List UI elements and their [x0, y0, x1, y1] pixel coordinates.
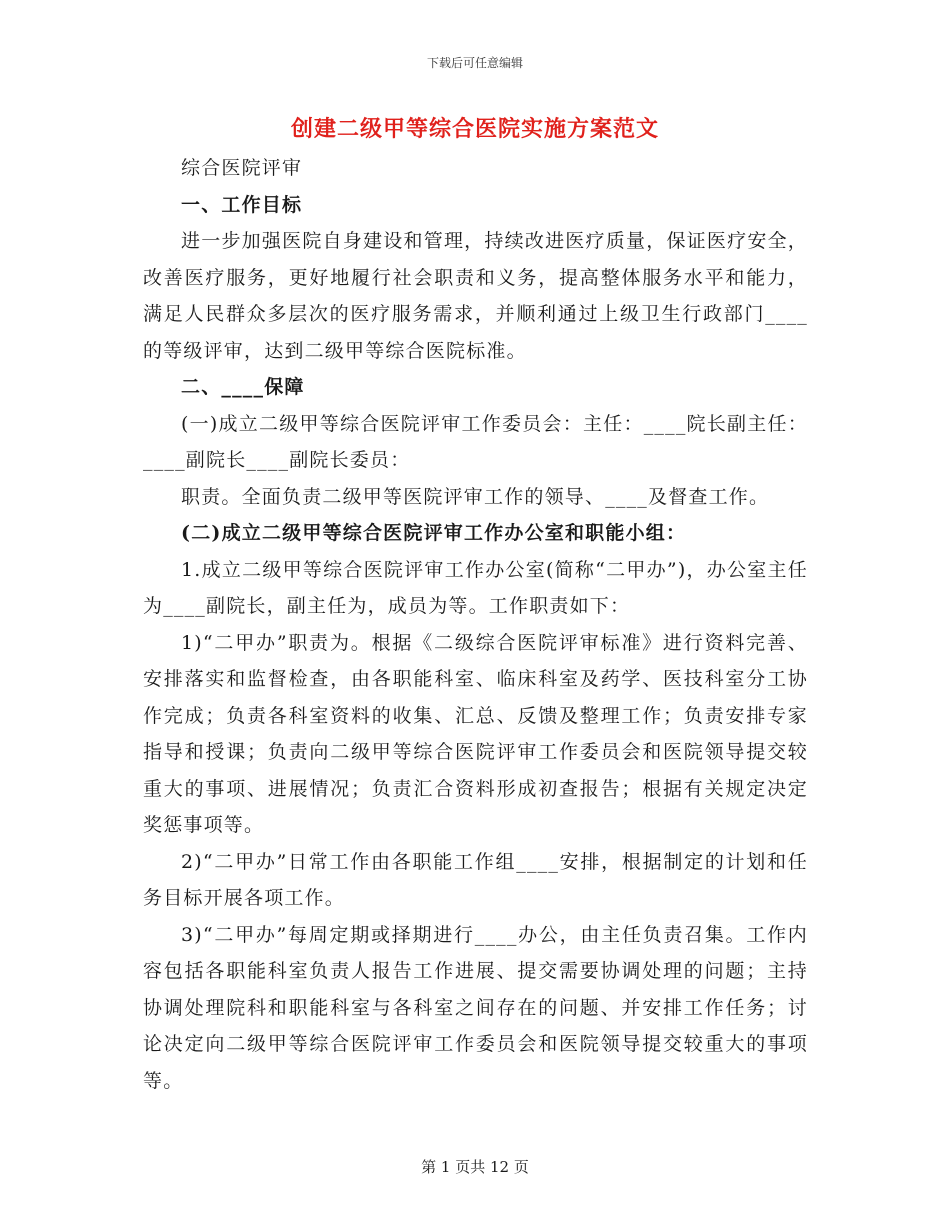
- paragraph-item-3: 3)“二甲办”每周定期或择期进行____办公，由主任负责召集。工作内容包括各职能科室负责人报告工作进展、提交需要协调处理的问题；主持协调处理院科和职能科室与各科室之间存在的问题、并安排工作任务；讨论决定向二级甲等综合医院评审工作委员会和医院领导提交较重大的事项等。: [143, 923, 808, 1092]
- page-header-note: 下载后可任意编辑: [426, 56, 523, 70]
- paragraph-item-2: 2)“二甲办”日常工作由各职能工作组____安排，根据制定的计划和任务目标开展各项工作。: [143, 850, 808, 909]
- paragraph-item-1: 1)“二甲办”职责为。根据《二级综合医院评审标准》进行资料完善、安排落实和监督检查，由各职能科室、临床科室及药学、医技科室分工协作完成；负责各科室资料的收集、汇总、反馈及整理工作；负责安排专家指导和授课；负责向二级甲等综合医院评审工作委员会和医院领导提交较重大的事项、进展情况；负责汇合资料形成初查报告；根据有关规定决定奖惩事项等。: [143, 631, 808, 836]
- paragraph-goals: 进一步加强医院自身建设和管理，持续改进医疗质量，保证医疗安全，改善医疗服务，更好地履行社会职责和义务，提高整体服务水平和能力，满足人民群众多层次的医疗服务需求，并顺利通过上级卫生行政部门____的等级评审，达到二级甲等综合医院标准。: [143, 230, 808, 362]
- page-number: 第 1 页共 12 页: [421, 1158, 529, 1176]
- section-heading-guarantee: 二、____保障: [181, 376, 305, 398]
- paragraph-office: 1.成立二级甲等综合医院评审工作办公室(简称“二甲办”)，办公室主任为____副院长，副主任为，成员为等。工作职责如下：: [143, 558, 808, 617]
- paragraph-duties: 职责。全面负责二级甲等医院评审工作的领导、____及督查工作。: [181, 485, 770, 508]
- paragraph-committee: (一)成立二级甲等综合医院评审工作委员会：主任：____院长副主任：____副院长____副院长委员：: [143, 412, 808, 471]
- subsection-heading-office: (二)成立二级甲等综合医院评审工作办公室和职能小组：: [181, 522, 687, 544]
- section-heading-goals: 一、工作目标: [181, 193, 303, 216]
- document-title: 创建二级甲等综合医院实施方案范文: [290, 116, 659, 142]
- document-body: [143, 150, 808, 1099]
- paragraph-subtitle: 综合医院评审: [181, 157, 303, 179]
